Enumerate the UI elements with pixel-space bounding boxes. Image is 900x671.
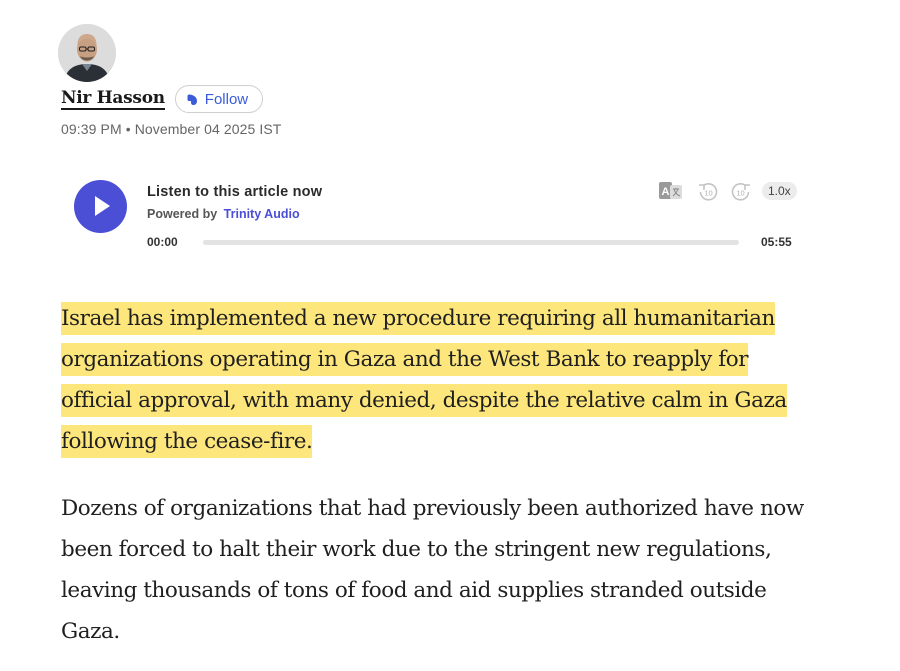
forward-10-label: 10 xyxy=(736,188,745,198)
lead-line-3: official approval, with many denied, despite the relative calm in Gaza xyxy=(61,388,787,413)
body-line-1: Dozens of organizations that had previously been authorized have now xyxy=(61,496,804,521)
play-button[interactable] xyxy=(74,180,127,233)
trinity-audio-link[interactable]: Trinity Audio xyxy=(223,207,300,221)
audio-player xyxy=(74,178,800,258)
body-line-2: been forced to halt their work due to the stringent new regulations, xyxy=(61,537,772,562)
publish-timestamp: 09:39 PM • November 04 2025 IST xyxy=(61,121,282,137)
follow-icon xyxy=(186,93,199,106)
forward-10-icon[interactable] xyxy=(730,181,752,203)
current-time: 00:00 xyxy=(147,235,178,249)
translate-icon-letter: A xyxy=(661,186,670,198)
powered-by-label: Powered by xyxy=(147,207,218,221)
lead-line-4: following the cease-fire. xyxy=(61,429,313,454)
author-photo xyxy=(58,24,116,82)
rewind-10-label: 10 xyxy=(704,188,713,198)
highlighted-text xyxy=(61,302,787,458)
follow-button[interactable] xyxy=(175,85,263,113)
article-paragraph-lead xyxy=(61,298,821,462)
lead-line-2: organizations operating in Gaza and the West Bank to reapply for xyxy=(61,347,749,372)
article-body xyxy=(61,298,821,652)
author-name-link[interactable]: Nir Hasson xyxy=(61,87,165,108)
author-row xyxy=(61,84,263,114)
follow-label: Follow xyxy=(204,90,249,108)
duration: 05:55 xyxy=(761,235,792,249)
rewind-10-icon[interactable] xyxy=(697,181,719,203)
body-line-3: leaving thousands of tons of food and aid supplies stranded outside xyxy=(61,578,767,603)
article-paragraph xyxy=(61,488,821,652)
powered-by xyxy=(147,207,300,221)
play-icon xyxy=(94,195,111,217)
player-title: Listen to this article now xyxy=(147,184,323,200)
playback-speed-button[interactable]: 1.0x xyxy=(762,182,797,200)
author-avatar[interactable] xyxy=(58,24,116,82)
progress-bar[interactable] xyxy=(203,240,739,245)
translate-icon[interactable] xyxy=(658,181,684,201)
lead-line-1: Israel has implemented a new procedure requiring all humanitarian xyxy=(61,306,775,331)
body-line-4: Gaza. xyxy=(61,619,120,644)
